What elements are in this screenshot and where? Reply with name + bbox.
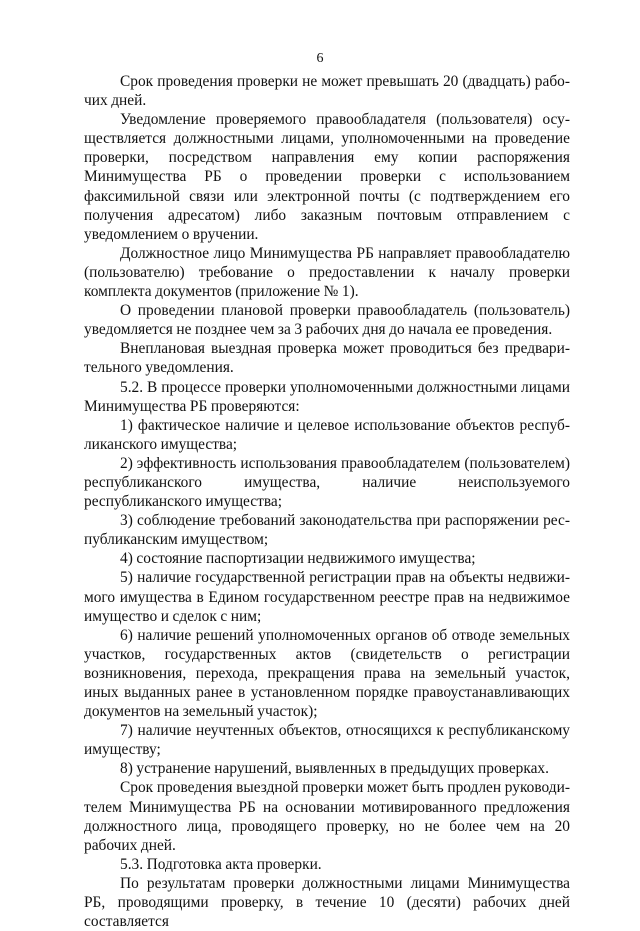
list-item-8: 8) устранение нарушений, выявленных в предыдущих проверках.	[120, 760, 549, 778]
list-item-6: 6) наличие решений уполномоченных органов об отводе земельных участков, государственных актов (свидетельств о регистрации возникновения, перехода, прекращения права на земельный участок, иных выданных ранее в установленном порядке правоустанавливающих документов на земельный участок);	[84, 626, 570, 721]
paragraph-act-preparation: По результатам проверки должностными лицами Минимущества РБ, проводящими проверку, в течение 10 (десяти) рабочих дней составляется	[84, 874, 570, 931]
paragraph-inspection-duration: Срок проведения проверки не может превышать 20 (двадцать) рабочих дней.	[84, 73, 570, 110]
paragraph-extension: Срок проведения выездной проверки может быть продлен руководителем Минимущества РБ на основании мотивированного предложения должностного лица, проводящего проверку, но не более чем на 20 рабочих дней.	[84, 779, 570, 854]
paragraph-planned-notice: О проведении плановой проверки правообладатель (пользователь) уведомляется не позднее чем за 3 рабочих дня до начала ее проведения.	[84, 302, 570, 339]
list-item-4: 4) состояние паспортизации недвижимого имущества;	[120, 550, 476, 568]
paragraph-unscheduled-inspection: Внеплановая выездная проверка может проводиться без предварительного уведомления.	[84, 340, 570, 377]
list-item-5: 5) наличие государственной регистрации прав на объекты недвижимого имущества в Едином государственном реестре прав на недвижимое имущество и сделок с ним;	[84, 569, 570, 625]
list-item-2: 2) эффективность использования правообладателем (пользователем) республиканского имущества, наличие неиспользуемого республиканского имущества;	[84, 454, 570, 511]
section-5-2-heading: 5.2. В процессе проверки уполномоченными должностными лицами Минимущества РБ проверяются:	[84, 378, 570, 415]
section-5-3-heading: 5.3. Подготовка акта проверки.	[120, 855, 322, 873]
list-item-3: 3) соблюдение требований законодательства при распоряжении республиканским имуществом;	[84, 512, 570, 549]
document-body	[84, 72, 570, 931]
page-number: 6	[316, 51, 324, 66]
list-item-7: 7) наличие неучтенных объектов, относящихся к республиканскому имуществу;	[84, 722, 570, 759]
list-item-1: 1) фактическое наличие и целевое использование объектов республиканского имущества;	[84, 416, 570, 453]
paragraph-documents-request: Должностное лицо Минимущества РБ направляет правообладателю (пользователю) требование о предоставлении к началу проверки комплекта документов (приложение № 1).	[84, 244, 570, 301]
paragraph-notification-method: Уведомление проверяемого правообладателя (пользователя) осуществляется должностными лицами, уполномоченными на проведение проверки, посредством направления ему копии распоряжения Минимущества РБ о проведении проверки с использованием факсимильной связи или электронной почты (с подтверждением его получения адресатом) либо заказным почтовым отправлением с уведомлением о вручении.	[84, 111, 570, 243]
